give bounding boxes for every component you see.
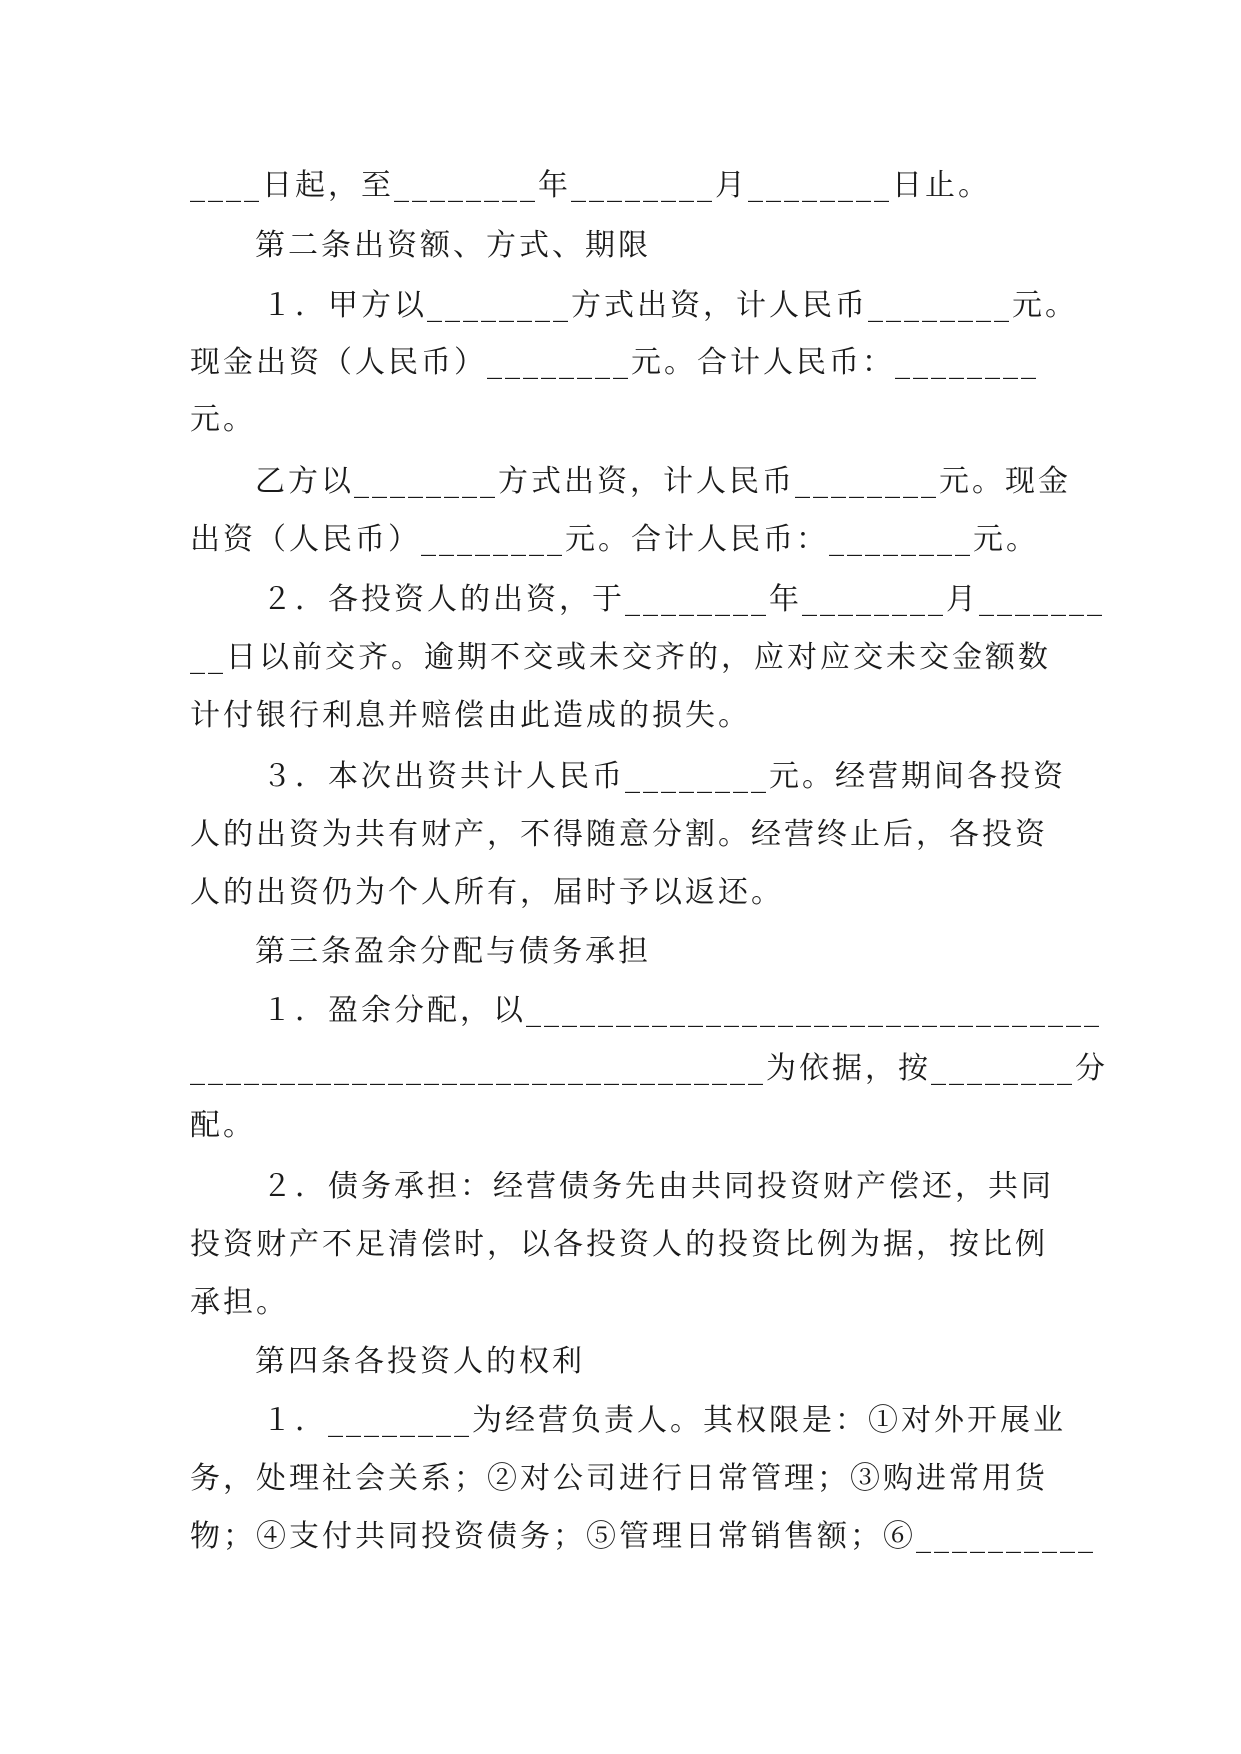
text-line: 投资财产不足清偿时，以各投资人的投资比例为据，按比例: [190, 1227, 1048, 1262]
text-line: ____日起，至________年________月________日止。: [190, 168, 991, 203]
section-heading: 第三条盈余分配与债务承担: [255, 934, 651, 969]
text-line: 配。: [190, 1108, 256, 1143]
text-line: 物；④支付共同投资债务；⑤管理日常销售额；⑥__________: [190, 1519, 1096, 1554]
text-line: １．________为经营负责人。其权限是：①对外开展业: [262, 1403, 1066, 1438]
text-line: 现金出资（人民币）________元。合计人民币：________: [190, 345, 1039, 380]
text-line: 元。: [190, 402, 256, 437]
text-line: ２．债务承担：经营债务先由共同投资财产偿还，共同: [262, 1169, 1054, 1204]
section-heading: 第四条各投资人的权利: [255, 1344, 585, 1379]
text-line: 乙方以________方式出资，计人民币________元。现金: [255, 464, 1071, 499]
text-line: __日以前交齐。逾期不交或未交齐的，应对应交未交金额数: [190, 640, 1051, 675]
text-line: ３．本次出资共计人民币________元。经营期间各投资: [262, 759, 1066, 794]
text-line: 计付银行利息并赔偿由此造成的损失。: [190, 698, 751, 733]
text-line: ２．各投资人的出资，于________年________月_______: [262, 582, 1105, 617]
text-line: 人的出资仍为个人所有，届时予以返还。: [190, 875, 784, 910]
text-line: 承担。: [190, 1285, 289, 1320]
section-heading: 第二条出资额、方式、期限: [255, 228, 651, 263]
text-line: 人的出资为共有财产，不得随意分割。经营终止后，各投资: [190, 817, 1048, 852]
text-line: ________________________________为依据，按________分: [190, 1051, 1108, 1086]
text-line: 出资（人民币）________元。合计人民币：________元。: [190, 522, 1039, 557]
text-line: １．盈余分配，以________________________________: [262, 993, 1102, 1028]
text-line: １．甲方以________方式出资，计人民币________元。: [262, 288, 1078, 323]
text-line: 务，处理社会关系；②对公司进行日常管理；③购进常用货: [190, 1461, 1048, 1496]
